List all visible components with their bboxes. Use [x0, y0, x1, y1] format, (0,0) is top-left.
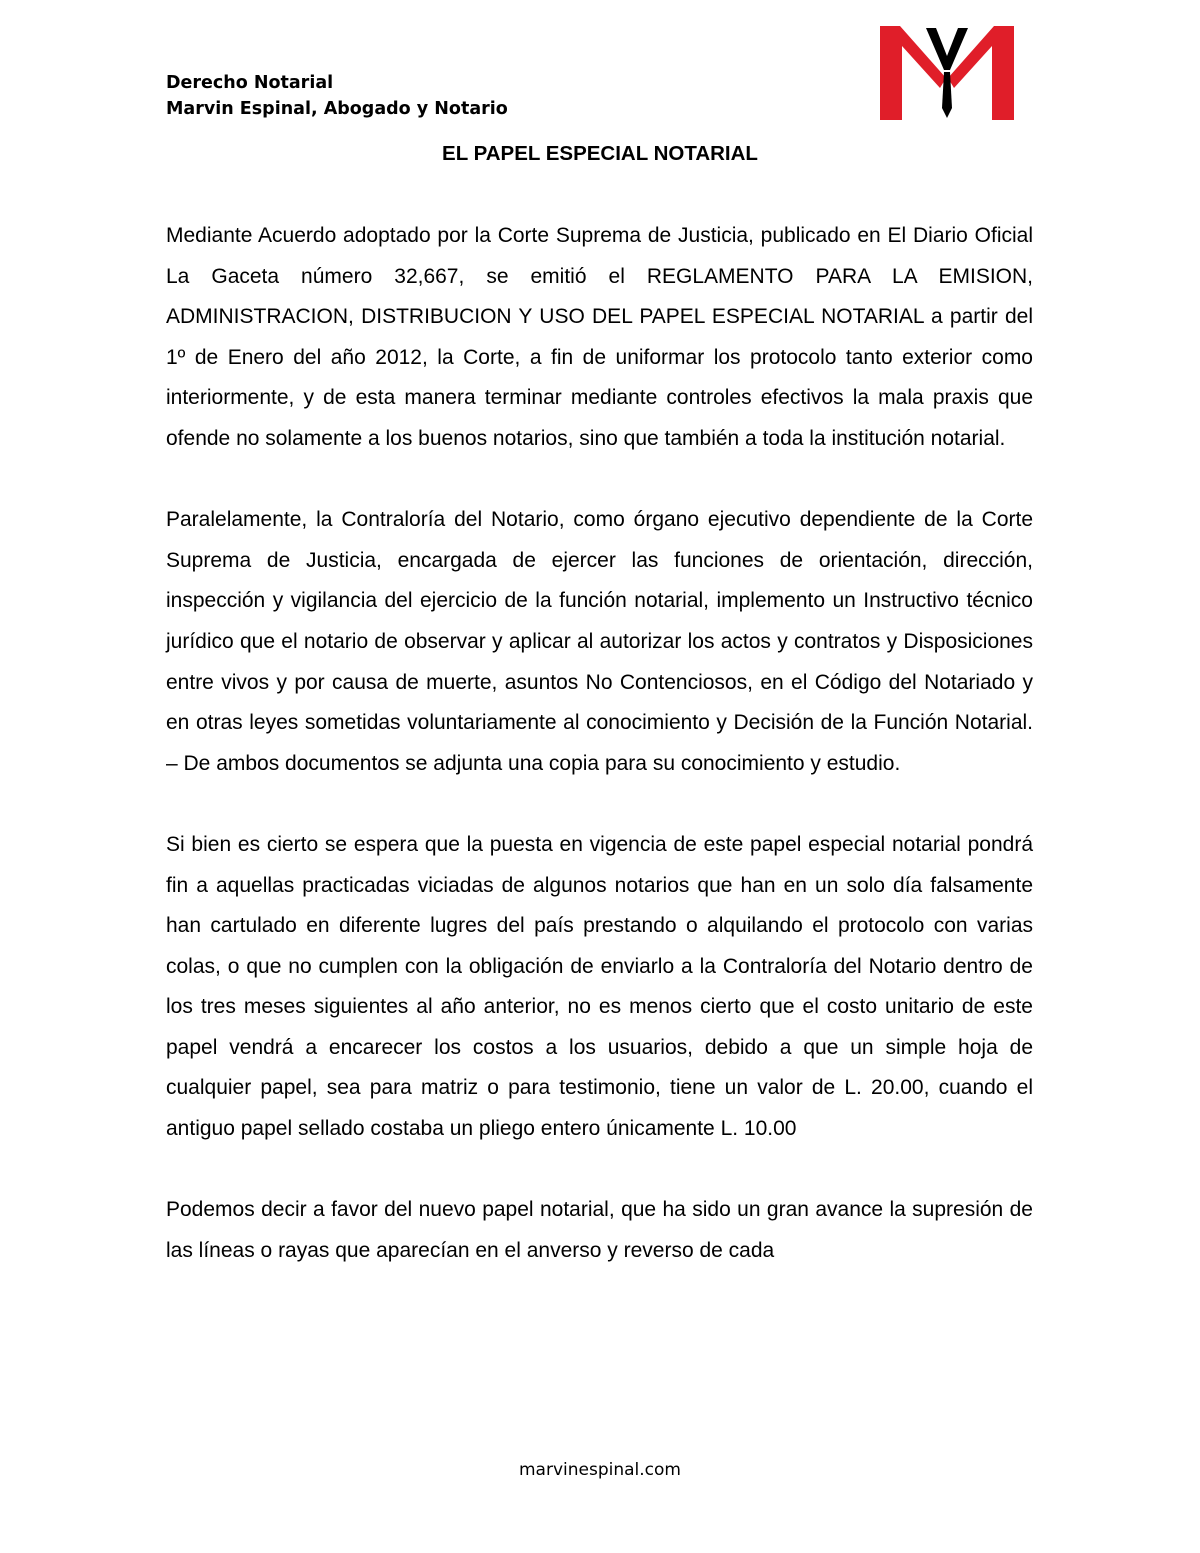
footer-website: marvinespinal.com — [519, 1460, 681, 1480]
document-body — [166, 216, 1033, 1312]
paragraph-4: Podemos decir a favor del nuevo papel notarial, que ha sido un gran avance la supresión de las líneas o rayas que aparecían en el anverso y reverso de cada — [166, 1198, 1033, 1262]
paragraph-3: Si bien es cierto se espera que la puesta en vigencia de este papel especial notarial pondrá fin a aquellas practicadas viciadas de algunos notarios que han en un solo día falsamente han cartulado en diferente lugres del país prestando o alquilando el protocolo con varias colas, o que no cumplen con la obligación de enviarlo a la Contraloría del Notario dentro de los tres meses siguientes al año anterior, no es menos cierto que el costo unitario de este papel vendrá a encarecer los costos a los usuarios, debido a que un simple hoja de cualquier papel, sea para matriz o para testimonio, tiene un valor de L. 20.00, cuando el antiguo papel sellado costaba un pliego entero únicamente L. 10.00 — [166, 832, 1033, 1141]
document-title: EL PAPEL ESPECIAL NOTARIAL — [442, 142, 758, 165]
marvin-espinal-logo-icon — [878, 26, 1016, 122]
paragraph-2: Paralelamente, la Contraloría del Notario, como órgano ejecutivo dependiente de la Corte Suprema de Justicia, encargada de ejercer las funciones de orientación, dirección, inspección y vigilancia del ejercicio de la función notarial, implemento un Instructivo técnico jurídico que el notario de observar y aplicar al autorizar los actos y contratos y Disposiciones entre vivos y por causa de muerte, asuntos No Contenciosos, en el Código del Notariado y en otras leyes sometidas voluntariamente al conocimiento y Decisión de la Función Notarial. – De ambos documentos se adjunta una copia para su conocimiento y estudio. — [166, 508, 1033, 775]
paragraph-1: Mediante Acuerdo adoptado por la Corte Suprema de Justicia, publicado en El Diario Oficial La Gaceta número 32,667, se emitió el REGLAMENTO PARA LA EMISION, ADMINISTRACION, DISTRIBUCION Y USO DEL PAPEL ESPECIAL NOTARIAL a partir del 1º de Enero del año 2012, la Corte, a fin de uniformar los protocolo tanto exterior como interiormente, y de esta manera terminar mediante controles efectivos la mala praxis que ofende no solamente a los buenos notarios, sino que también a toda la institución notarial. — [166, 224, 1033, 450]
header-subject: Derecho Notarial — [166, 73, 334, 93]
header-author: Marvin Espinal, Abogado y Notario — [166, 99, 508, 119]
document-header — [166, 70, 508, 122]
